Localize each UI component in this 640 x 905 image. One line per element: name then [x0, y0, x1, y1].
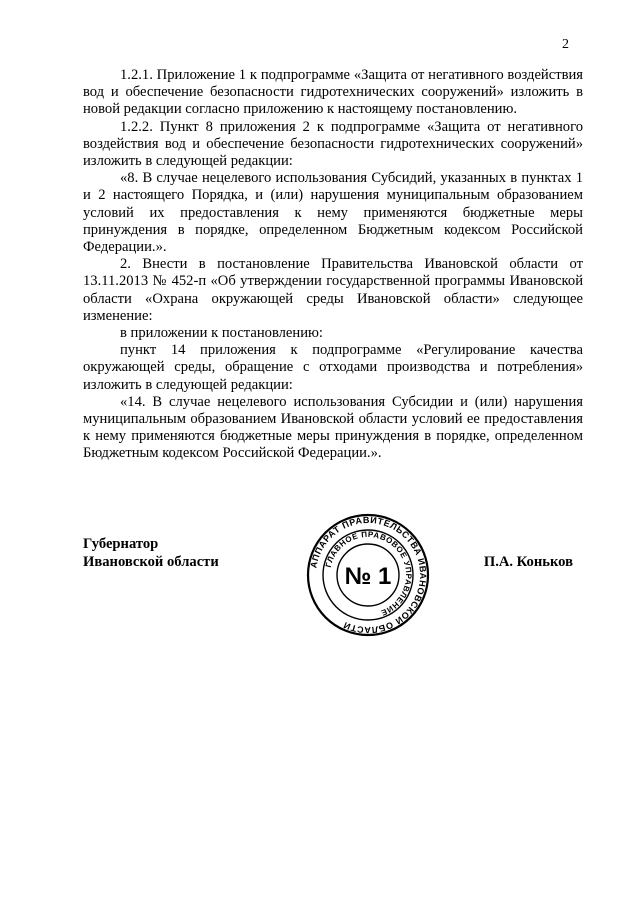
document-body [83, 67, 583, 463]
seal-inner-text: ГЛАВНОЕ ПРАВОВОЕ УПРАВЛЕНИЕ [323, 529, 414, 618]
signatory-position [83, 535, 219, 571]
official-seal-stamp [306, 513, 430, 637]
signatory-name: П.А. Коньков [483, 554, 573, 570]
page-number: 2 [562, 37, 569, 52]
paragraph-1-2-2: 1.2.2. Пункт 8 приложения 2 к подпрограмме «Защита от негативного воздействия вод и обеспечение безопасности гидротехнических сооружений» изложить в следующей редакции: [83, 118, 583, 170]
paragraph-appendix-intro: в приложении к постановлению: [120, 325, 323, 342]
signature-block [83, 514, 583, 645]
paragraph-quote-14: «14. В случае нецелевого использования Субсидии и (или) нарушения муниципальным образованием Ивановской области условий ее предоставления к нему применяются бюджетные меры принуждения в порядке, определенном Бюджетным кодексом Российской Федерации.». [83, 393, 583, 462]
paragraph-1-2-1: 1.2.1. Приложение 1 к подпрограмме «Защита от негативного воздействия вод и обеспечение безопасности гидротехнических сооружений» изложить в новой редакции согласно приложению к настоящему постановлению. [83, 67, 583, 118]
position-line-1: Губернатор [83, 536, 159, 552]
seal-number: № 1 [344, 563, 392, 590]
seal-outer-text: АППАРАТ ПРАВИТЕЛЬСТВА ИВАНОВСКОЙ ОБЛАСТИ [308, 514, 429, 636]
position-line-2: Ивановской области [83, 554, 219, 570]
paragraph-quote-8: «8. В случае нецелевого использования Субсидий, указанных в пунктах 1 и 2 настоящего Порядка, и (или) нарушения муниципальным образованием условий их предоставления к нему применяются бюджетные меры принуждения в порядке, определенном Бюджетным кодексом Российской Федерации.». [83, 170, 583, 256]
paragraph-item-14: пункт 14 приложения к подпрограмме «Регулирование качества окружающей среды, обращение с отходами производства и потребления» изложить в следующей редакции: [83, 342, 583, 393]
paragraph-2: 2. Внести в постановление Правительства Ивановской области от 13.11.2013 № 452-п «Об утверждении государственной программы Ивановской области «Охрана окружающей среды Ивановской области» следующее изменение: [83, 256, 583, 324]
